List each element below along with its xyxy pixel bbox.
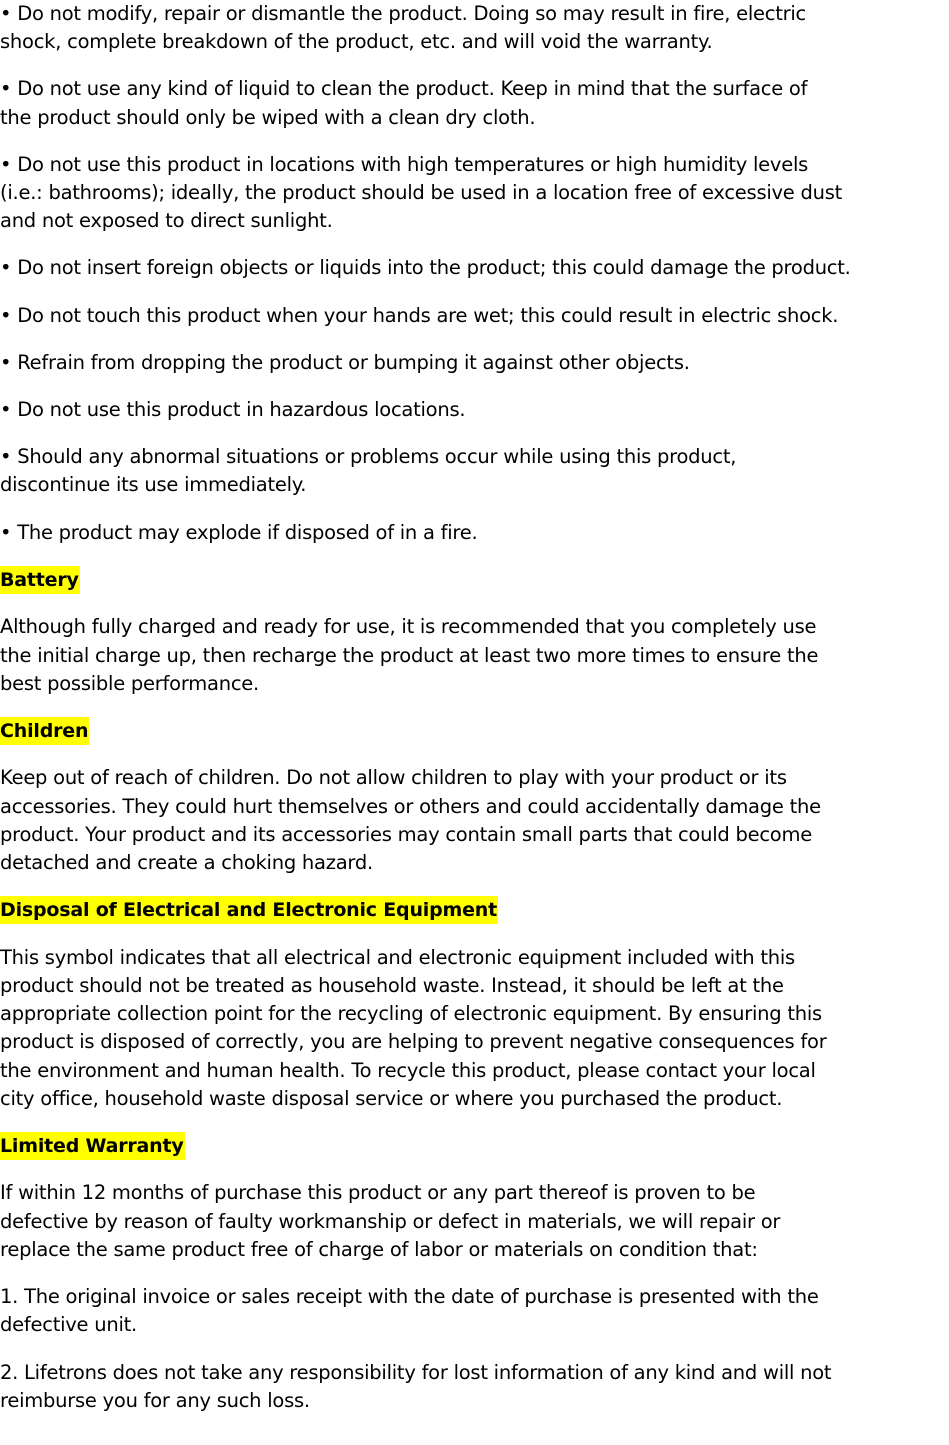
disposal-section: [0, 896, 949, 1113]
children-body: Keep out of reach of children. Do not allow children to play with your product or its accessories. They could hurt themselves or others and could accidentally damage the product. Your product and its accessories may contain small parts that could become detached and create a choking hazard.: [0, 766, 821, 875]
battery-heading: Battery: [0, 566, 80, 594]
children-section: [0, 717, 949, 877]
bullet-item: • The product may explode if disposed of in a fire.: [0, 520, 478, 544]
warranty-heading: Limited Warranty: [0, 1132, 185, 1160]
warranty-section: [0, 1132, 949, 1415]
warranty-body: If within 12 months of purchase this product or any part thereof is proven to be defective by reason of faulty workmanship or defect in materials, we will repair or replace the same product free of charge of labor or materials on condition that:: [0, 1181, 781, 1261]
warranty-condition: 2. Lifetrons does not take any responsibility for lost information of any kind and will not reimburse you for any such loss.: [0, 1360, 832, 1412]
disposal-heading: Disposal of Electrical and Electronic Equipment: [0, 896, 498, 924]
battery-body: Although fully charged and ready for use, it is recommended that you completely use the initial charge up, then recharge the product at least two more times to ensure the best possible performance.: [0, 615, 819, 695]
battery-section: [0, 566, 949, 698]
safety-bullet-list: [0, 0, 949, 547]
disposal-body: This symbol indicates that all electrical and electronic equipment included with this product should not be treated as household waste. Instead, it should be left at the appropriate collection point for the recycling of electronic equipment. By ensuring this product is disposed of correctly, you are helping to prevent negative consequences for the environment and human health. To recycle this product, please contact your local city office, household waste disposal service or where you purchased the product.: [0, 945, 827, 1110]
bullet-item: • Do not touch this product when your hands are wet; this could result in electric shock.: [0, 303, 839, 327]
bullet-item: • Do not modify, repair or dismantle the product. Doing so may result in fire, electric shock, complete breakdown of the product, etc. and will void the warranty.: [0, 2, 807, 54]
bullet-item: • Refrain from dropping the product or bumping it against other objects.: [0, 350, 690, 374]
bullet-item: • Should any abnormal situations or problems occur while using this product, discontinue its use immediately.: [0, 445, 737, 497]
children-heading: Children: [0, 717, 89, 745]
bullet-item: • Do not use this product in hazardous locations.: [0, 398, 466, 422]
bullet-item: • Do not insert foreign objects or liquids into the product; this could damage the product.: [0, 256, 851, 280]
bullet-item: • Do not use this product in locations with high temperatures or high humidity levels (i.e.: bathrooms); ideally, the product should be used in a location free of excessive dust and not exposed to direct sunlight.: [0, 152, 843, 233]
bullet-item: • Do not use any kind of liquid to clean the product. Keep in mind that the surface of the product should only be wiped with a clean dry cloth.: [0, 77, 808, 129]
warranty-condition: 1. The original invoice or sales receipt with the date of purchase is presented with the defective unit.: [0, 1285, 819, 1337]
